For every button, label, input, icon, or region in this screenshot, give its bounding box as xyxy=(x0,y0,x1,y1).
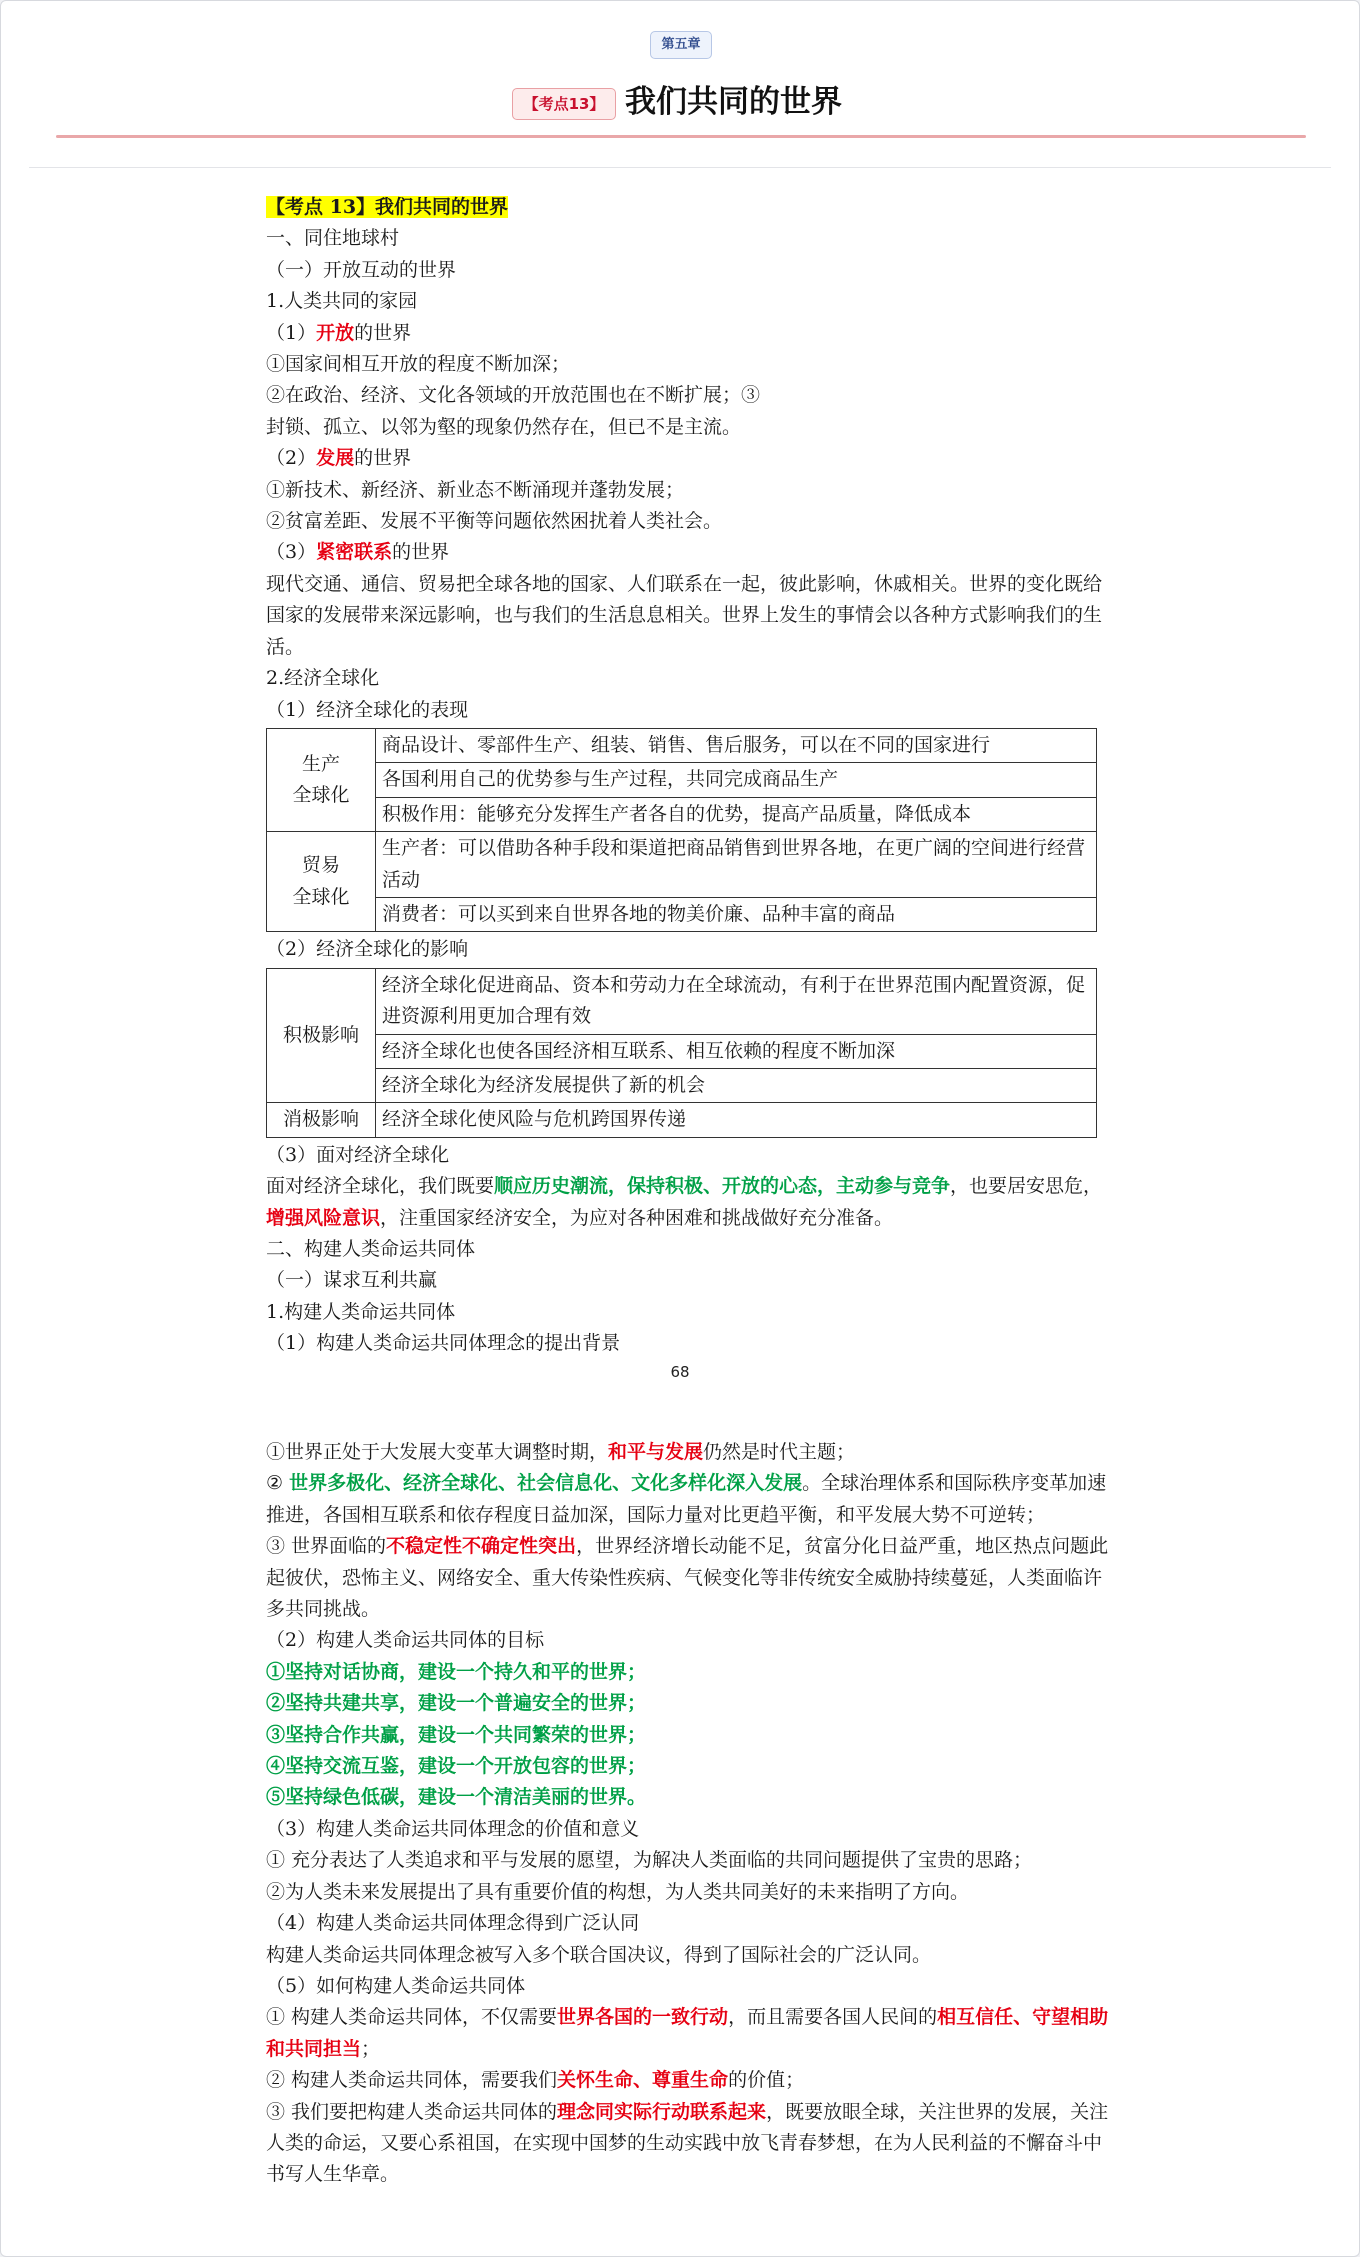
text-run: 。全球治理体系和国际秩序变革加速推进，各国相互联系和依存程度日益加深，国际力量对比更趋平衡，和平发展大势不可逆转； xyxy=(266,1472,1107,1526)
table-cell: 经济全球化促进商品、资本和劳动力在全球流动，有利于在世界范围内配置资源，促进资源利用更加合理有效 xyxy=(376,968,1097,1034)
paragraph: ① 充分表达了人类追求和平与发展的愿望，为解决人类面临的共同问题提供了宝贵的思路； xyxy=(266,1849,1033,1872)
paragraph: （3）构建人类命运共同体理念的价值和意义 xyxy=(266,1817,640,1840)
red-keyword: 相互信任、守望相助和共同担当 xyxy=(266,2006,1109,2060)
paragraph: （5）如何构建人类命运共同体 xyxy=(266,1974,526,1997)
table-category-cell: 生产 全球化 xyxy=(267,728,376,831)
header-divider xyxy=(29,167,1331,168)
paragraph xyxy=(266,1437,1111,1468)
header-accent-rule xyxy=(56,135,1306,138)
goal-item: ⑤坚持绿色低碳，建设一个清洁美丽的世界。 xyxy=(266,1786,647,1809)
table-cell: 经济全球化使风险与危机跨国界传递 xyxy=(376,1103,1097,1137)
table-category-cell: 贸易 全球化 xyxy=(267,832,376,932)
red-keyword: 关怀生命、尊重生命 xyxy=(557,2069,729,2092)
heading-1: 一、同住地球村 xyxy=(266,227,400,250)
text-run: （3） xyxy=(266,541,317,564)
goal-item: ③坚持合作共赢，建设一个共同繁荣的世界； xyxy=(266,1723,647,1746)
goal-item: ②坚持共建共享，建设一个普遍安全的世界； xyxy=(266,1692,647,1715)
heading-3: 1.人类共同的家园 xyxy=(266,290,418,313)
section-title xyxy=(266,192,1111,223)
text-run: ，既要放眼全球，关注世界的发展，关注人类的命运，又要心系祖国，在实现中国梦的生动实践中放飞青春梦想，在为人民利益的不懈奋斗中书写人生华章。 xyxy=(266,2100,1109,2186)
red-keyword: 增强风险意识 xyxy=(266,1206,381,1229)
paragraph: ②为人类未来发展提出了具有重要价值的构想，为人类共同美好的未来指明了方向。 xyxy=(266,1880,970,1903)
heading-1: 二、构建人类命运共同体 xyxy=(266,1238,476,1260)
globalization-manifestations-table xyxy=(266,728,1097,932)
red-keyword: 理念同实际行动联系起来 xyxy=(557,2100,767,2123)
green-keyword: 世界多极化、经济全球化、社会信息化、文化多样化深入发展 xyxy=(289,1472,803,1495)
paragraph: （1）构建人类命运共同体理念的提出背景 xyxy=(266,1332,621,1355)
green-keyword: 顺应历史潮流，保持积极、开放的心态，主动参与竞争 xyxy=(494,1175,951,1198)
paragraph xyxy=(266,1468,1111,1531)
paragraph: （2）构建人类命运共同体的目标 xyxy=(266,1629,545,1652)
table-cell: 生产者：可以借助各种手段和渠道把商品销售到世界各地，在更广阔的空间进行经营活动 xyxy=(376,832,1097,898)
chapter-badge: 第五章 xyxy=(650,31,712,59)
paragraph xyxy=(266,1531,1111,1625)
text-run: ① 构建人类命运共同体，不仅需要 xyxy=(266,2006,558,2029)
red-keyword: 开放 xyxy=(316,321,355,344)
text-run: （1） xyxy=(266,321,317,344)
key-point-badge: 【考点13】 xyxy=(512,88,616,120)
heading-2: （一）开放互动的世界 xyxy=(266,258,457,281)
paragraph xyxy=(266,537,1111,568)
text-run: ② xyxy=(266,1472,290,1495)
text-run: 仍然是时代主题； xyxy=(703,1441,856,1463)
table-category-cell: 消极影响 xyxy=(267,1103,376,1137)
text-run: 的世界 xyxy=(354,321,412,344)
paragraph: 现代交通、通信、贸易把全球各地的国家、人们联系在一起，彼此影响，休戚相关。世界的变化既给国家的发展带来深远影响，也与我们的生活息息相关。世界上发生的事情会以各种方式影响我们的生活。 xyxy=(266,572,1103,658)
paragraph xyxy=(266,1171,1111,1234)
text-run: ③ 我们要把构建人类命运共同体的 xyxy=(266,2100,558,2123)
heading-3: 1.构建人类命运共同体 xyxy=(266,1300,456,1323)
heading-2: （一）谋求互利共赢 xyxy=(266,1269,438,1292)
paragraph: （2）经济全球化的影响 xyxy=(266,938,469,961)
text-run: （2） xyxy=(266,447,317,470)
paragraph: 2.经济全球化 xyxy=(266,667,380,690)
text-run: 的价值； xyxy=(728,2069,805,2092)
paragraph: ①国家间相互开放的程度不断加深； xyxy=(266,353,571,376)
content-part-1 xyxy=(266,192,1111,1360)
paragraph xyxy=(266,2097,1111,2191)
red-keyword: 发展 xyxy=(316,447,355,470)
paragraph: ①新技术、新经济、新业态不断涌现并蓬勃发展； xyxy=(266,478,685,501)
table-cell: 经济全球化为经济发展提供了新的机会 xyxy=(376,1068,1097,1102)
page-number: 68 xyxy=(670,1363,690,1381)
text-run: ③ 世界面临的 xyxy=(266,1535,387,1558)
paragraph: （1）经济全球化的表现 xyxy=(266,698,469,721)
highlighted-title: 【考点 13】我们共同的世界 xyxy=(266,196,509,218)
text-run: ，注重国家经济安全，为应对各种困难和挑战做好充分准备。 xyxy=(380,1206,894,1229)
content-part-2 xyxy=(266,1437,1111,2191)
text-run: ，世界经济增长动能不足，贫富分化日益严重，地区热点问题此起彼伏，恐怖主义、网络安全、重大传染性疾病、气候变化等非传统安全威胁持续蔓延，人类面临许多共同挑战。 xyxy=(266,1535,1109,1621)
paragraph xyxy=(266,443,1111,474)
table-cell: 积极作用：能够充分发挥生产者各自的优势，提高产品质量，降低成本 xyxy=(376,797,1097,831)
text-run: ，也要居安思危， xyxy=(950,1175,1103,1198)
text-run: 的世界 xyxy=(392,541,450,564)
paragraph: 构建人类命运共同体理念被写入多个联合国决议，得到了国际社会的广泛认同。 xyxy=(266,1943,932,1966)
paragraph: ②在政治、经济、文化各领域的开放范围也在不断扩展；③ xyxy=(266,384,761,407)
text-run: ； xyxy=(361,2037,381,2060)
red-keyword: 和平与发展 xyxy=(608,1441,704,1463)
text-run: ，而且需要各国人民间的 xyxy=(728,2006,938,2029)
table-cell: 商品设计、零部件生产、组装、销售、售后服务，可以在不同的国家进行 xyxy=(376,728,1097,762)
red-keyword: 紧密联系 xyxy=(316,541,393,564)
globalization-impact-table xyxy=(266,968,1097,1138)
text-run: 面对经济全球化，我们既要 xyxy=(266,1175,495,1198)
paragraph xyxy=(266,318,1111,349)
table-cell: 各国利用自己的优势参与生产过程，共同完成商品生产 xyxy=(376,763,1097,797)
text-run: ② 构建人类命运共同体，需要我们 xyxy=(266,2069,558,2092)
paragraph: （3）面对经济全球化 xyxy=(266,1143,450,1166)
paragraph: （4）构建人类命运共同体理念得到广泛认同 xyxy=(266,1912,640,1935)
paragraph xyxy=(266,2065,1111,2096)
goal-item: ①坚持对话协商，建设一个持久和平的世界； xyxy=(266,1660,647,1683)
page-header xyxy=(1,1,1359,169)
text-run: ①世界正处于大发展大变革大调整时期， xyxy=(266,1441,609,1463)
red-keyword: 不稳定性不确定性突出 xyxy=(386,1535,577,1558)
paragraph: ②贫富差距、发展不平衡等问题依然困扰着人类社会。 xyxy=(266,510,723,533)
text-run: 的世界 xyxy=(354,447,412,470)
table-category-cell: 积极影响 xyxy=(267,968,376,1103)
paragraph xyxy=(266,2002,1111,2065)
page-title: 我们共同的世界 xyxy=(625,84,842,120)
red-keyword: 世界各国的一致行动 xyxy=(557,2006,729,2029)
table-cell: 经济全球化也使各国经济相互联系、相互依赖的程度不断加深 xyxy=(376,1034,1097,1068)
goal-item: ④坚持交流互鉴，建设一个开放包容的世界； xyxy=(266,1755,647,1778)
table-cell: 消费者：可以买到来自世界各地的物美价廉、品种丰富的商品 xyxy=(376,897,1097,931)
paragraph: 封锁、孤立、以邻为壑的现象仍然存在，但已不是主流。 xyxy=(266,415,742,438)
